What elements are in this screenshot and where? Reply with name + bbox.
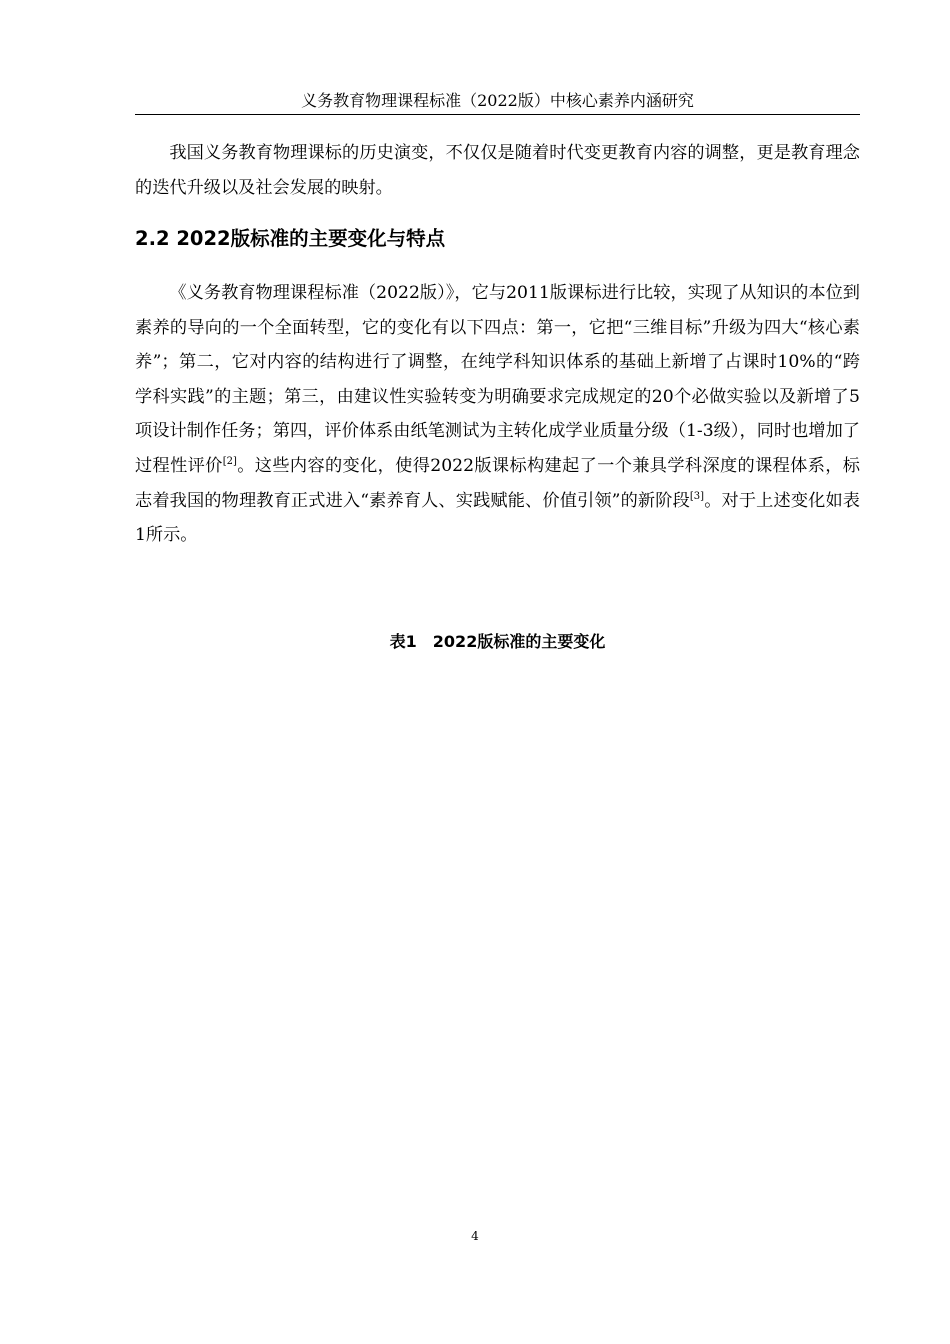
- table-caption: 表1 2022版标准的主要变化: [389, 632, 606, 651]
- citation-ref-3[interactable]: [3]: [689, 490, 705, 502]
- paragraph-text-part3: 。对于上述变化如表1所示。: [135, 490, 860, 546]
- section-heading: 2.2 2022版标准的主要变化与特点: [135, 227, 446, 250]
- page-header-title: 义务教育物理课程标准（2022版）中核心素养内涵研究: [301, 91, 694, 110]
- paragraph-main-changes: [135, 276, 860, 553]
- header-divider: [135, 114, 860, 115]
- paragraph-text-part2: 。这些内容的变化，使得2022版课标构建起了一个兼具学科深度的课程体系，标志着我国的物理教育正式进入“素养育人、实践赋能、价值引领”的新阶段: [135, 455, 860, 511]
- citation-ref-2[interactable]: [2]: [222, 455, 237, 467]
- paragraph-history-evolution: 我国义务教育物理课标的历史演变，不仅仅是随着时代变更教育内容的调整，更是教育理念的迭代升级以及社会发展的映射。: [135, 143, 860, 198]
- paragraph-text-part1: 《义务教育物理课程标准（2022版）》，它与2011版课标进行比较，实现了从知识的本位到素养的导向的一个全面转型，它的变化有以下四点：第一，它把“三维目标”升级为四大“核心素养”；第二，它对内容的结构进行了调整，在纯学科知识体系的基础上新增了占课时10%的“跨学科实践”的主题；第三，由建议性实验转变为明确要求完成规定的20个必做实验以及新增了5项设计制作任务；第四，评价体系由纸笔测试为主转化成学业质量分级（1-3级），同时也增加了过程性评价: [135, 283, 860, 476]
- page-number: 4: [471, 1229, 479, 1243]
